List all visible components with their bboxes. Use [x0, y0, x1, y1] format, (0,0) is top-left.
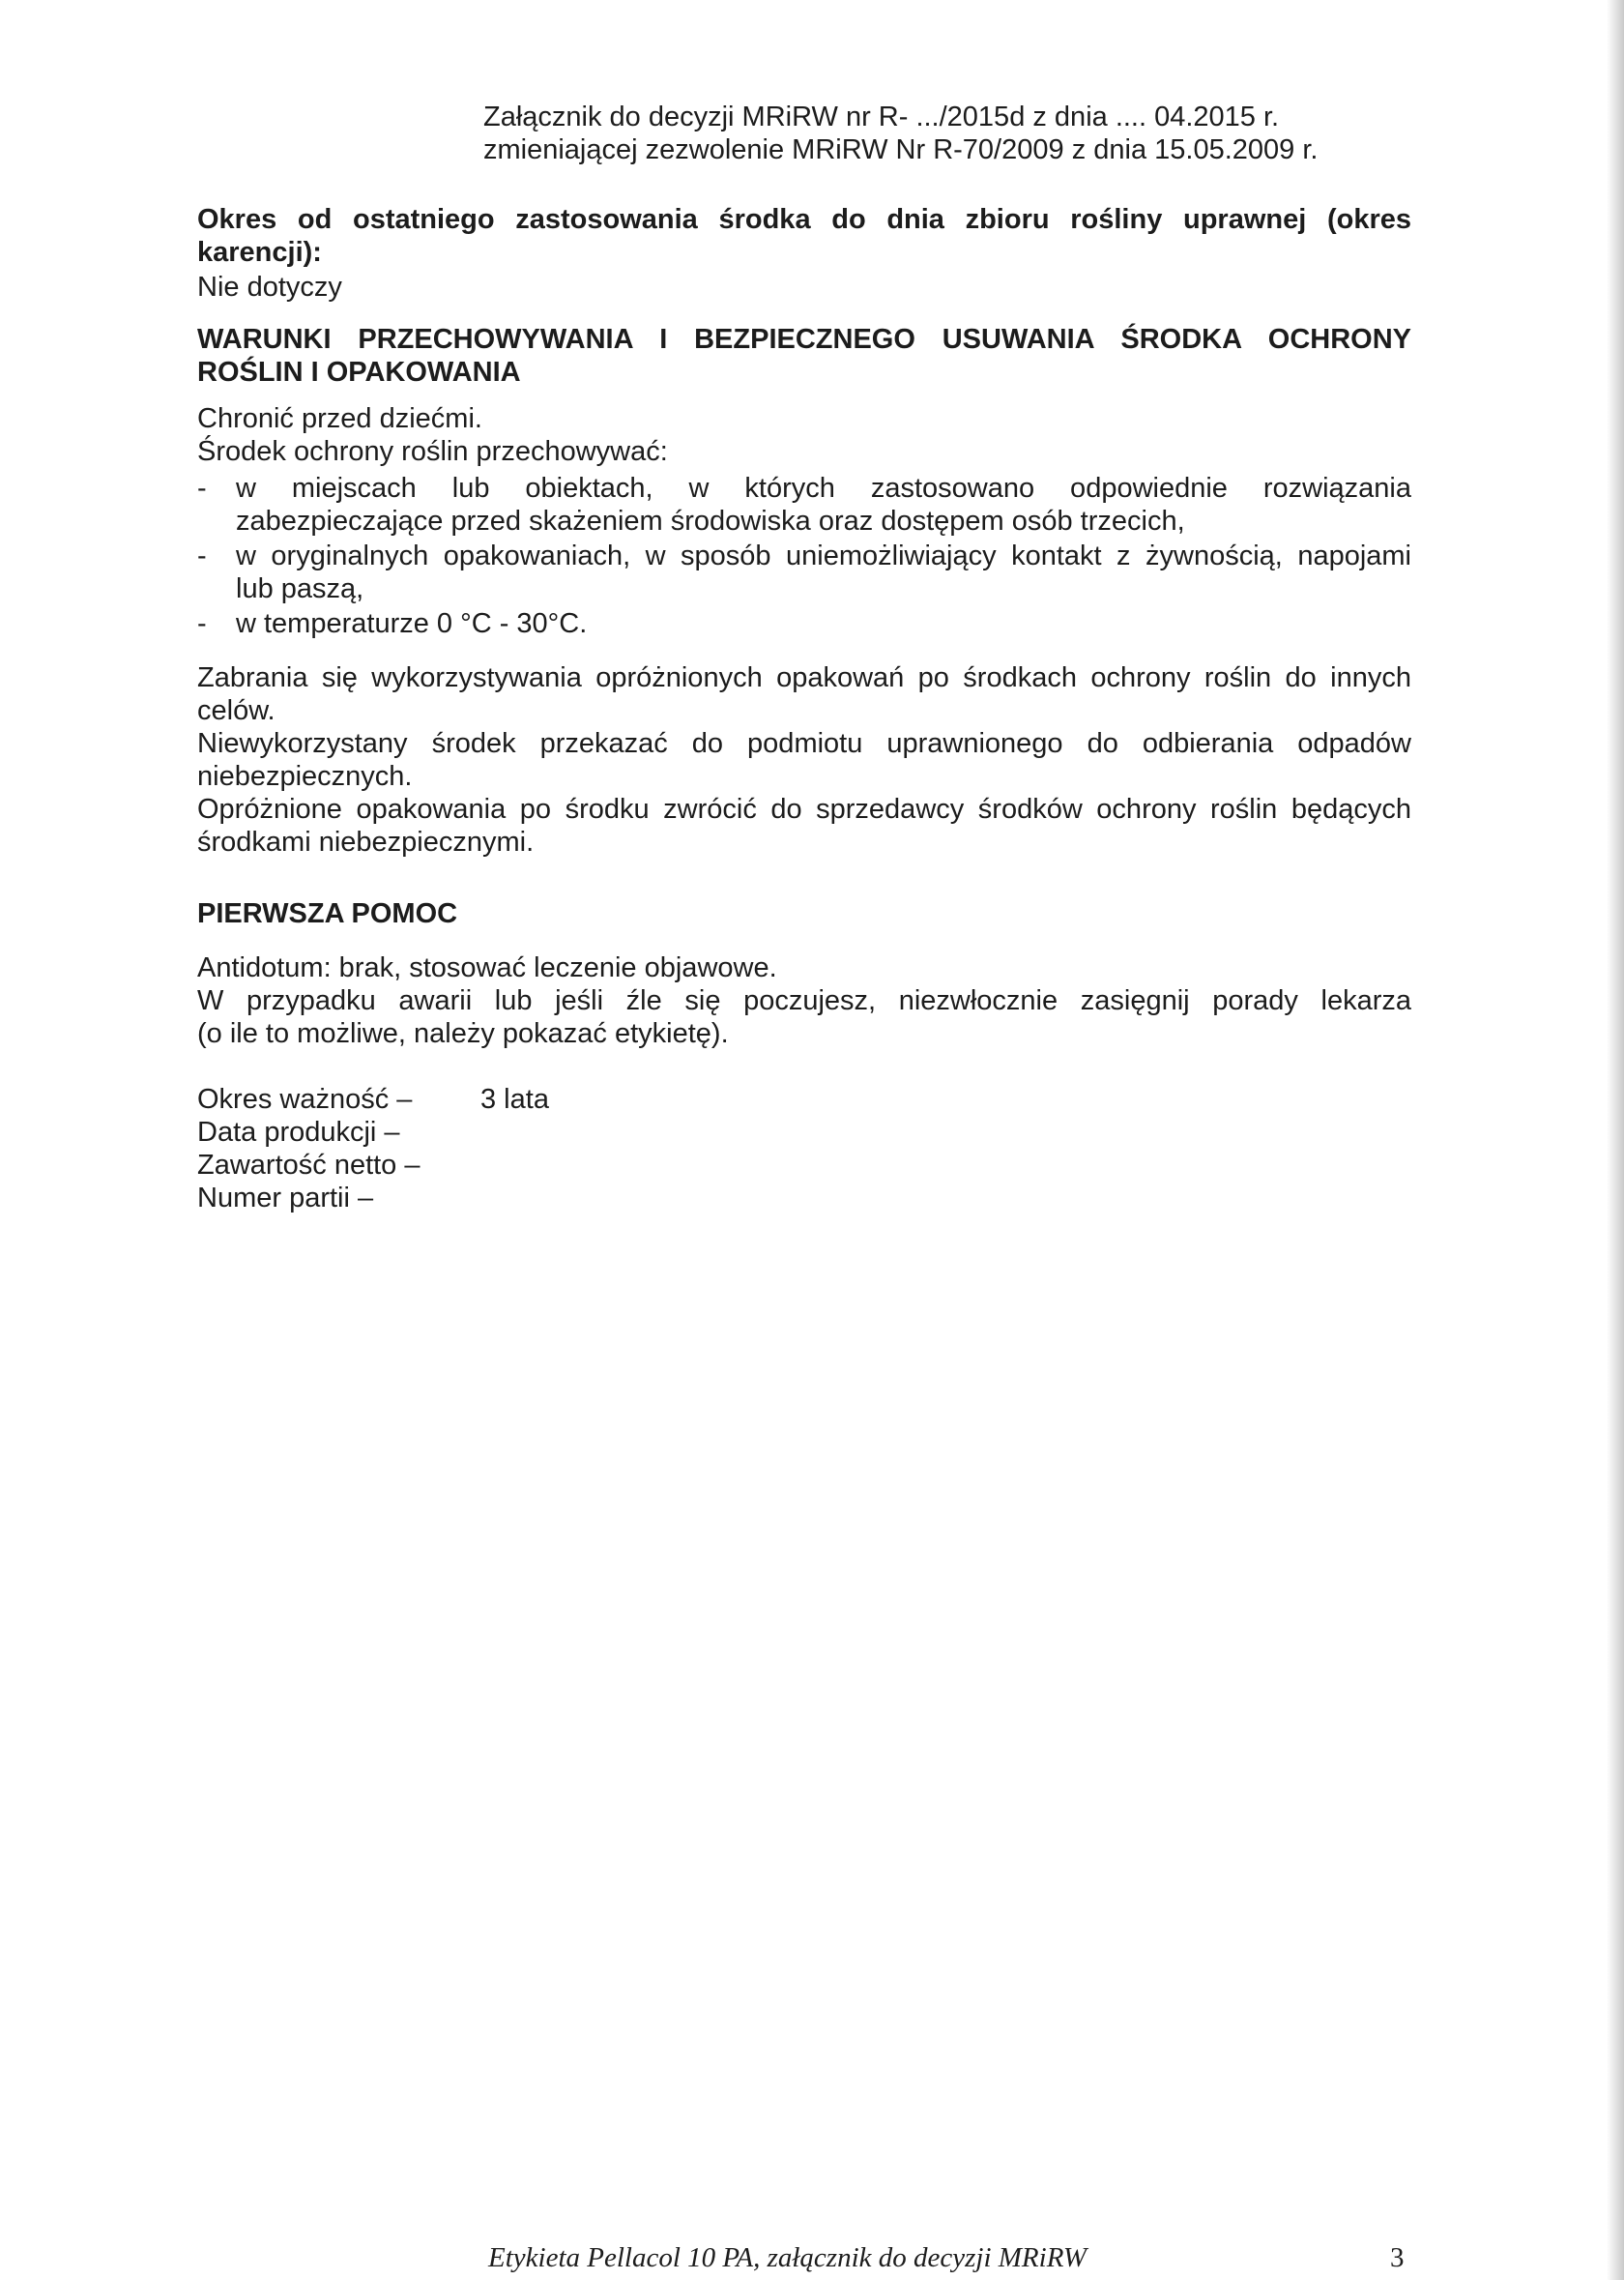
header-line-1: Załącznik do decyzji MRiRW nr R- .../2015d z dnia .... 04.2015 r. [483, 102, 1280, 132]
header-line-2: zmieniającej zezwolenie MRiRW Nr R-70/2009 z dnia 15.05.2009 r. [483, 134, 1319, 165]
validity-value: 3 lata [480, 1084, 549, 1115]
footer-text: Etykieta Pellacol 10 PA, załącznik do decyzji MRiRW [488, 2242, 1088, 2273]
storage-paragraph-5-line-2: środkami niebezpiecznymi. [197, 827, 535, 858]
production-date-label: Data produkcji – [197, 1117, 400, 1148]
storage-heading-line-1: WARUNKI PRZECHOWYWANIA I BEZPIECZNEGO USUWANIA ŚRODKA OCHRONY [197, 324, 1411, 355]
storage-paragraph-3-line-1: Zabrania się wykorzystywania opróżnionych opakowań po środkach ochrony roślin do innych [197, 662, 1411, 693]
storage-item-1-line-1: w miejscach lub obiektach, w których zastosowano odpowiednie rozwiązania [236, 473, 1411, 504]
storage-paragraph-3-line-2: celów. [197, 695, 276, 726]
net-content-label: Zawartość netto – [197, 1150, 420, 1181]
list-dash-2: - [197, 541, 207, 571]
scan-edge-shadow [1607, 0, 1624, 2280]
storage-paragraph-4-line-1: Niewykorzystany środek przekazać do podmiotu uprawnionego do odbierania odpadów [197, 728, 1411, 759]
batch-number-label: Numer partii – [197, 1183, 374, 1213]
karencja-value: Nie dotyczy [197, 272, 342, 303]
storage-item-3: w temperaturze 0 °C - 30°C. [236, 608, 588, 639]
page-number: 3 [1390, 2242, 1405, 2273]
first-aid-heading: PIERWSZA POMOC [197, 898, 458, 929]
storage-item-1-line-2: zabezpieczające przed skażeniem środowiska oraz dostępem osób trzecich, [236, 506, 1185, 537]
storage-heading-line-2: ROŚLIN I OPAKOWANIA [197, 357, 521, 388]
first-aid-paragraph-1: Antidotum: brak, stosować leczenie objawowe. [197, 952, 777, 983]
karencja-heading-line-1: Okres od ostatniego zastosowania środka do dnia zbioru rośliny uprawnej (okres [197, 204, 1411, 235]
storage-paragraph-2: Środek ochrony roślin przechowywać: [197, 436, 668, 467]
storage-item-2-line-2: lub paszą, [236, 573, 364, 604]
storage-paragraph-1: Chronić przed dziećmi. [197, 403, 482, 434]
karencja-heading-line-2: karencji): [197, 237, 322, 268]
storage-paragraph-5-line-1: Opróżnione opakowania po środku zwrócić do sprzedawcy środków ochrony roślin będących [197, 794, 1411, 825]
storage-paragraph-4-line-2: niebezpiecznych. [197, 761, 413, 792]
first-aid-paragraph-2-line-1: W przypadku awarii lub jeśli źle się poczujesz, niezwłocznie zasięgnij porady lekarza [197, 985, 1411, 1016]
list-dash-3: - [197, 608, 207, 639]
storage-item-2-line-1: w oryginalnych opakowaniach, w sposób uniemożliwiający kontakt z żywnością, napojami [236, 541, 1411, 571]
first-aid-paragraph-2-line-2: (o ile to możliwe, należy pokazać etykietę). [197, 1018, 729, 1049]
validity-label: Okres ważność – [197, 1084, 413, 1115]
list-dash-1: - [197, 473, 207, 504]
